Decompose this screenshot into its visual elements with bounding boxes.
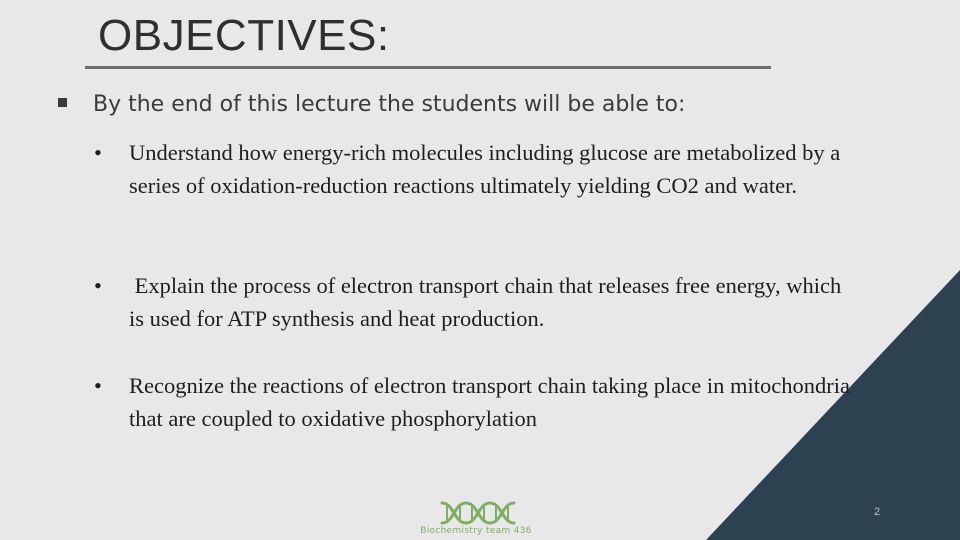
objective-text: Explain the process of electron transport chain that releases free energy, which is used for ATP synthesis and heat production. (129, 273, 847, 331)
logo-caption: Biochemistry team 436 (420, 526, 532, 536)
slide-title: OBJECTIVES: (98, 11, 390, 60)
objective-text: Recognize the reactions of electron transport chain taking place in mitochondria that are coupled to oxidative phosphorylation (129, 373, 850, 431)
page-number: 2 (874, 506, 881, 518)
objective-item (94, 369, 854, 435)
bullet-icon: • (94, 373, 102, 398)
objective-item (94, 269, 854, 335)
dna-helix-icon (418, 500, 534, 526)
intro-line (58, 92, 685, 117)
bullet-icon: • (94, 140, 102, 165)
bullet-icon: • (94, 273, 102, 298)
square-bullet-icon (58, 98, 67, 107)
intro-text: By the end of this lecture the students will be able to: (93, 92, 686, 117)
objective-item (94, 136, 854, 202)
objective-text: Understand how energy-rich molecules including glucose are metabolized by a series of oxidation-reduction reactions ultimately yielding CO2 and water. (129, 140, 841, 198)
title-underline (85, 66, 771, 69)
team-logo (418, 500, 534, 540)
